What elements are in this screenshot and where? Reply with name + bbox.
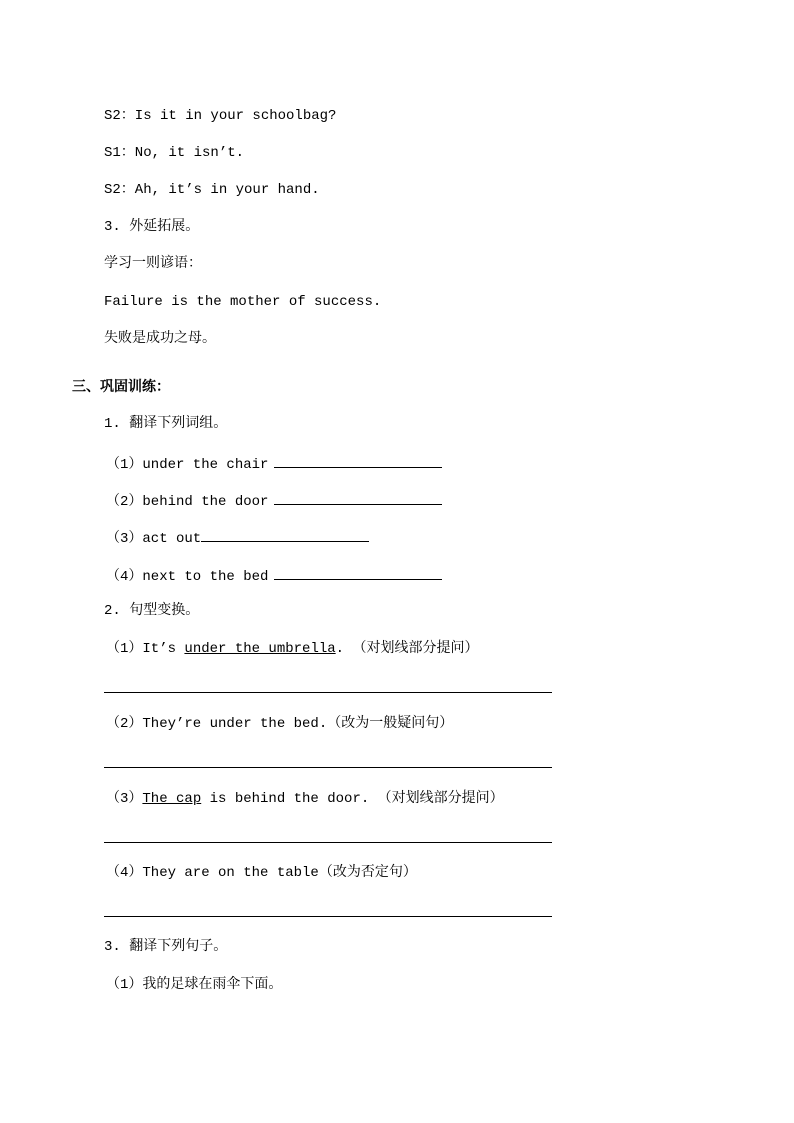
answer-line-2[interactable] <box>104 767 552 768</box>
section-heading: 三、巩固训练： <box>72 379 170 395</box>
proverb-chinese: 失败是成功之母。 <box>104 331 216 347</box>
q1-title: 1. 翻译下列词组。 <box>104 416 228 432</box>
q1-item-2: （2）behind the door <box>106 491 442 511</box>
q2-item-1: （1）It’s under the umbrella. （对划线部分提问） <box>106 641 479 657</box>
dialogue-line-1: S2：Is it in your schoolbag? <box>104 108 337 124</box>
answer-blank[interactable] <box>274 491 442 505</box>
answer-line-3[interactable] <box>104 842 552 843</box>
dialogue-line-3: S2：Ah, it’s in your hand. <box>104 182 320 198</box>
q3-title: 3. 翻译下列句子。 <box>104 939 228 955</box>
answer-blank[interactable] <box>274 454 442 468</box>
extension-title: 3. 外延拓展。 <box>104 219 200 235</box>
q2-item-3: （3）The cap is behind the door. （对划线部分提问） <box>106 791 504 807</box>
q1-item-3: （3）act out <box>106 528 369 548</box>
proverb-intro: 学习一则谚语： <box>104 256 202 272</box>
q1-item-4: （4）next to the bed <box>106 566 442 586</box>
q2-item-4: （4）They are on the table（改为否定句） <box>106 865 417 881</box>
answer-blank[interactable] <box>201 528 369 542</box>
answer-line-4[interactable] <box>104 916 552 917</box>
q2-title: 2. 句型变换。 <box>104 603 200 619</box>
underlined-phrase: under the umbrella <box>184 641 336 657</box>
proverb-english: Failure is the mother of success. <box>104 294 382 310</box>
q3-item-1: （1）我的足球在雨伞下面。 <box>106 977 283 993</box>
q1-item-1: （1）under the chair <box>106 454 442 474</box>
dialogue-line-2: S1：No, it isn’t. <box>104 145 245 161</box>
answer-line-1[interactable] <box>104 692 552 693</box>
answer-blank[interactable] <box>274 566 442 580</box>
underlined-phrase: The cap <box>142 791 202 807</box>
q2-item-2: （2）They’re under the bed.（改为一般疑问句） <box>106 716 454 732</box>
